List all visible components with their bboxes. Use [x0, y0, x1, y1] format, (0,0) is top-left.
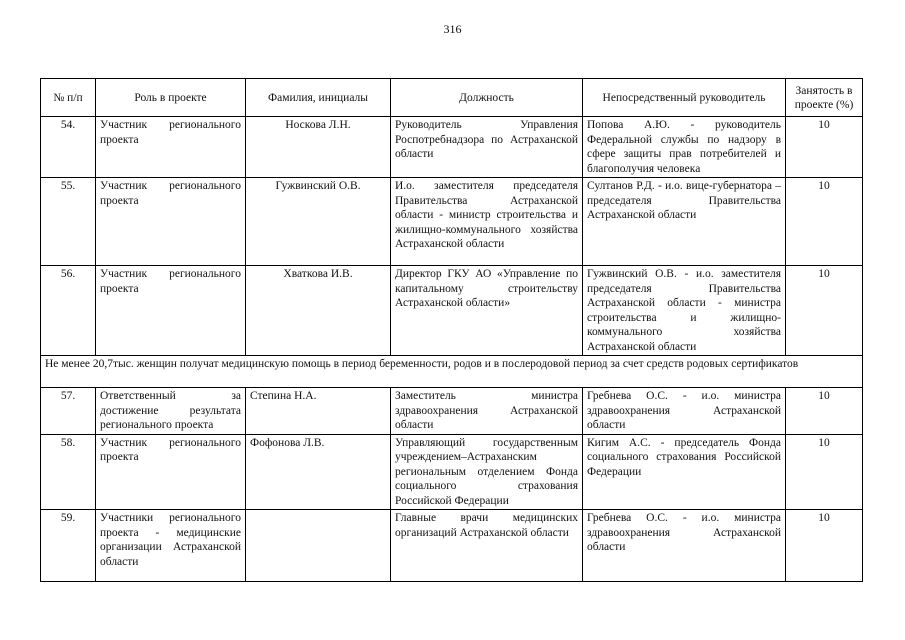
table-row: [41, 510, 863, 582]
header-name: Фамилия, инициалы: [246, 79, 391, 117]
section-heading: Не менее 20,7тыс. женщин получат медицинскую помощь в период беременности, родов и в послеродовой период за счет средств родовых сертификатов: [41, 356, 863, 388]
row-role: Участник регионального проекта: [96, 434, 246, 510]
row-name: [246, 510, 391, 582]
row-name: Гужвинский О.В.: [246, 178, 391, 266]
header-employment: Занятость в проекте (%): [786, 79, 863, 117]
table-row: [41, 434, 863, 510]
row-position: И.о. заместителя председателя Правительства Астраханской области - министр строительства и жилищно-коммунального хозяйства Астраханской области: [391, 178, 583, 266]
row-position: Управляющий государственным учреждением–Астраханским региональным отделением Фонда социального страхования Российской Федерации: [391, 434, 583, 510]
row-name: Носкова Л.Н.: [246, 117, 391, 178]
row-role: Участники регионального проекта - медицинские организации Астраханской области: [96, 510, 246, 582]
table-row: [41, 178, 863, 266]
table-row: [41, 388, 863, 435]
row-employment: 10: [786, 510, 863, 582]
table-header-row: [41, 79, 863, 117]
row-position: Директор ГКУ АО «Управление по капитальному строительству Астраханской области»: [391, 266, 583, 356]
row-employment: 10: [786, 266, 863, 356]
row-role: Участник регионального проекта: [96, 266, 246, 356]
row-position: Главные врачи медицинских организаций Астраханской области: [391, 510, 583, 582]
row-supervisor: Гребнева О.С. - и.о. министра здравоохранения Астраханской области: [583, 510, 786, 582]
row-supervisor: Кигим А.С. - председатель Фонда социального страхования Российской Федерации: [583, 434, 786, 510]
row-position: Руководитель Управления Роспотребнадзора по Астраханской области: [391, 117, 583, 178]
row-number: 57.: [41, 388, 96, 435]
header-supervisor: Непосредственный руководитель: [583, 79, 786, 117]
header-role: Роль в проекте: [96, 79, 246, 117]
row-role: Участник регионального проекта: [96, 178, 246, 266]
row-role: Ответственный за достижение результата регионального проекта: [96, 388, 246, 435]
row-employment: 10: [786, 388, 863, 435]
row-number: 58.: [41, 434, 96, 510]
row-supervisor: Гужвинский О.В. - и.о. заместителя председателя Правительства Астраханской области - министра строительства и жилищно-коммунального хозяйства Астраханской области: [583, 266, 786, 356]
row-supervisor: Гребнева О.С. - и.о. министра здравоохранения Астраханской области: [583, 388, 786, 435]
row-number: 55.: [41, 178, 96, 266]
row-employment: 10: [786, 434, 863, 510]
row-supervisor: Султанов Р.Д. - и.о. вице-губернатора – председателя Правительства Астраханской области: [583, 178, 786, 266]
project-participants-table: [40, 78, 863, 582]
row-role: Участник регионального проекта: [96, 117, 246, 178]
row-number: 54.: [41, 117, 96, 178]
row-name: Степина Н.А.: [246, 388, 391, 435]
table-row: [41, 266, 863, 356]
header-num: № п/п: [41, 79, 96, 117]
table-row: [41, 117, 863, 178]
row-supervisor: Попова А.Ю. - руководитель Федеральной службы по надзору в сфере защиты прав потребителей и благополучия человека: [583, 117, 786, 178]
page-number: 316: [443, 22, 462, 36]
row-name: Хваткова И.В.: [246, 266, 391, 356]
row-employment: 10: [786, 178, 863, 266]
section-heading-row: [41, 356, 863, 388]
header-position: Должность: [391, 79, 583, 117]
row-number: 56.: [41, 266, 96, 356]
row-employment: 10: [786, 117, 863, 178]
row-position: Заместитель министра здравоохранения Астраханской области: [391, 388, 583, 435]
row-name: Фофонова Л.В.: [246, 434, 391, 510]
row-number: 59.: [41, 510, 96, 582]
